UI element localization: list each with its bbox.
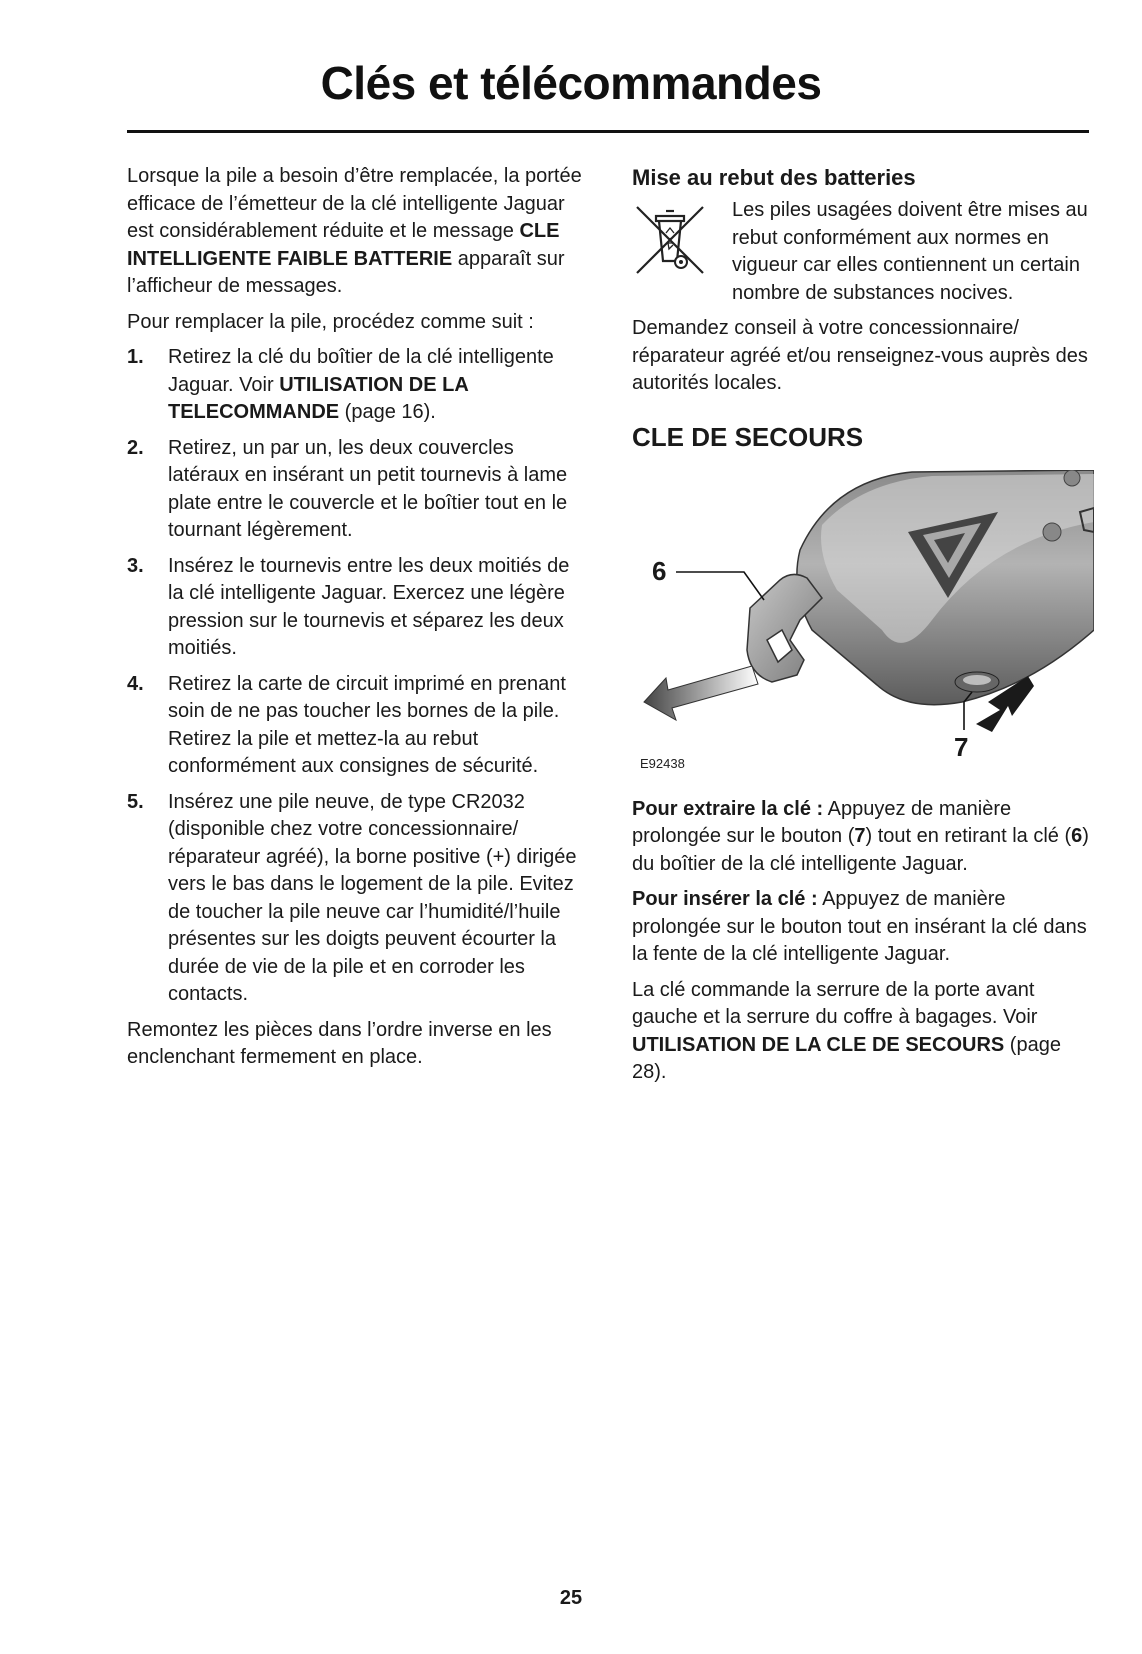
- key-fob-illustration: [632, 470, 1094, 780]
- cross-reference-link[interactable]: UTILISATION DE LA TELECOMMANDE: [168, 373, 469, 423]
- disposal-icon-text: Les piles usagées doivent être mises au rebut conformément aux normes en vigueur car elles contiennent un certain nombre de substances nocives.: [732, 199, 1088, 304]
- insert-label: Pour insérer la clé :: [632, 888, 818, 910]
- step-item: [127, 344, 587, 427]
- step-item: [127, 789, 587, 1009]
- step-text: [168, 344, 587, 427]
- page-number: 25: [559, 1587, 583, 1609]
- extract-label: Pour extraire la clé :: [632, 797, 824, 820]
- closing-paragraph: Remontez les pièces dans l’ordre inverse en les enclenchant fermement en place.: [127, 1018, 552, 1068]
- step-number: 2.: [127, 436, 144, 459]
- step-text: Insérez le tournevis entre les deux moitiés de la clé intelligente Jaguar. Exercez une légère pression sur le tournevis et séparez les deux moitiés.: [168, 554, 570, 659]
- step-text: Insérez une pile neuve, de type CR2032 (disponible chez votre concessionnaire/ réparateur agréé), la borne positive (+) dirigée vers le bas dans le logement de la pile. Evitez de toucher la pile neuve car l’humidité/l’huile présentes sur les doigts peuvent écourter la durée de vie de la pile et en corroder les contacts.: [168, 790, 577, 1005]
- step-number: 4.: [127, 672, 144, 695]
- step-number: 5.: [127, 790, 144, 813]
- lock-paragraph: [632, 977, 1092, 1087]
- step-text: Retirez la carte de circuit imprimé en prenant soin de ne pas toucher les bornes de la pile. Retirez la pile et mettez-la au rebut conformément aux consignes de sécurité.: [168, 672, 566, 777]
- step-number: 1.: [127, 346, 144, 368]
- extract-key-ref: 6: [1071, 825, 1083, 847]
- insert-instruction: [632, 886, 1092, 969]
- extract-text-3: ) du boîtier de la clé intelligente Jaguar.: [632, 825, 1089, 875]
- page-title: Clés et télécommandes: [320, 57, 822, 109]
- right-column: [632, 163, 1092, 1095]
- intro-paragraph: [127, 163, 587, 301]
- figure-code: E92438: [640, 756, 685, 771]
- extract-button-ref: 7: [854, 825, 866, 847]
- intro-text-end: apparaît sur l’afficheur de messages.: [127, 247, 565, 297]
- extract-text-2: ) tout en retirant la clé (: [865, 825, 1072, 847]
- intro-text: Lorsque la pile a besoin d’être remplacée, la portée efficace de l’émetteur de la clé intelligente Jaguar est considérablement réduite et le message: [127, 165, 582, 242]
- disposal-notice: [632, 197, 1092, 315]
- extract-instruction: [632, 796, 1092, 879]
- step-item: [127, 435, 587, 545]
- figure-label-key: 6: [652, 555, 667, 586]
- emergency-key-figure: [632, 470, 1094, 780]
- step-text: Retirez, un par un, les deux couvercles latéraux en insérant un petit tournevis à lame plate entre le couvercle et le boîtier tout en le tournant légèrement.: [168, 436, 568, 541]
- step-item: [127, 553, 587, 663]
- cross-reference-link[interactable]: UTILISATION DE LA CLE DE SECOURS: [632, 1033, 1005, 1056]
- crossed-bin-icon: [632, 197, 732, 315]
- lock-text: La clé commande la serrure de la porte avant gauche et la serrure du coffre à bagages. Voir: [632, 978, 1038, 1028]
- procedure-steps: [127, 344, 587, 1009]
- step-item: [127, 671, 587, 781]
- message-name: CLE INTELLIGENTE FAIBLE BATTERIE: [127, 220, 560, 270]
- extract-text-1: Appuyez de manière prolongée sur le bouton (: [632, 797, 1012, 847]
- disposal-text: Demandez conseil à votre concessionnaire/ réparateur agréé et/ou renseignez-vous auprès des autorités locales.: [632, 317, 1088, 394]
- left-column: [127, 163, 587, 1080]
- procedure-lead: Pour remplacer la pile, procédez comme suit :: [127, 310, 534, 333]
- step-text-end: (page 16).: [339, 401, 436, 423]
- title-divider: [127, 130, 1089, 133]
- lock-text-end: (page 28).: [632, 1033, 1061, 1083]
- insert-text: Appuyez de manière prolongée sur le bouton tout en insérant la clé dans la fente de la clé intelligente Jaguar.: [632, 888, 1087, 965]
- figure-label-button: 7: [954, 731, 969, 762]
- emergency-key-heading: CLE DE SECOURS: [632, 421, 864, 452]
- disposal-heading: Mise au rebut des batteries: [632, 165, 916, 190]
- step-number: 3.: [127, 554, 144, 577]
- step-text-start: Retirez la clé du boîtier de la clé intelligente Jaguar. Voir: [168, 346, 554, 396]
